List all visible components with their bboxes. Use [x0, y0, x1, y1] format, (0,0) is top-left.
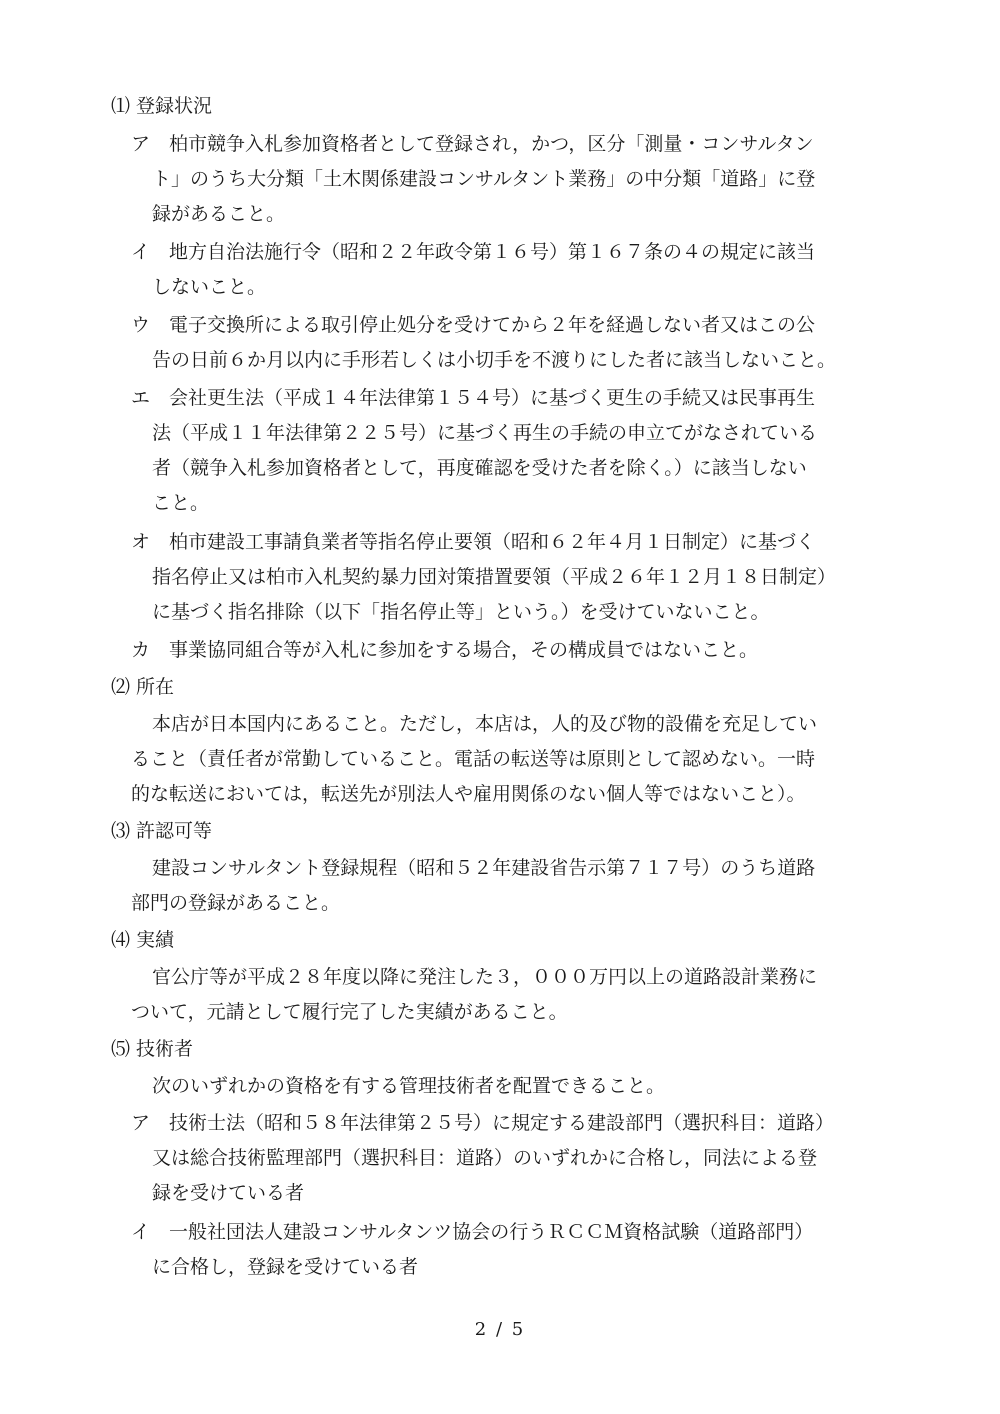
item-e-line-1: エ 会社更生法（平成１４年法律第１５４号）に基づく更生の手続又は民事再生 — [131, 387, 816, 409]
item-o-line-1: オ 柏市建設工事請負業者等指名停止要領（昭和６２年４月１日制定）に基づく — [131, 531, 816, 553]
engineer-item-i-line-2: に合格し，登録を受けている者 — [152, 1256, 419, 1278]
engineer-item-a-line-1: ア 技術士法（昭和５８年法律第２５号）に規定する建設部門（選択科目：道路） — [131, 1112, 835, 1134]
engineer-intro-line: 次のいずれかの資格を有する管理技術者を配置できること。 — [152, 1075, 666, 1097]
section-heading-location: ⑵ 所在 — [111, 676, 175, 698]
record-paragraph-line-2: ついて，元請として履行完了した実績があること。 — [131, 1001, 568, 1023]
section-heading-registration: ⑴ 登録状況 — [111, 95, 213, 117]
item-a-line-2: ト」のうち大分類「土木関係建設コンサルタント業務」の中分類「道路」に登 — [152, 168, 816, 190]
item-u-line-2: 告の日前６か月以内に手形若しくは小切手を不渡りにした者に該当しないこと。 — [152, 349, 837, 371]
item-o-line-2: 指名停止又は柏市入札契約暴力団対策措置要領（平成２６年１２月１８日制定） — [152, 566, 837, 588]
item-a-line-3: 録があること。 — [152, 203, 286, 225]
engineer-item-a-line-3: 録を受けている者 — [152, 1182, 305, 1204]
item-u-line-1: ウ 電子交換所による取引停止処分を受けてから２年を経過しない者又はこの公 — [131, 314, 816, 336]
item-i-line-1: イ 地方自治法施行令（昭和２２年政令第１６号）第１６７条の４の規定に該当 — [131, 241, 816, 263]
engineer-item-i-line-1: イ 一般社団法人建設コンサルタンツ協会の行うＲＣＣＭ資格試験（道路部門） — [131, 1221, 814, 1243]
item-e-line-2: 法（平成１１年法律第２２５号）に基づく再生の手続の申立てがなされている — [152, 422, 818, 444]
item-o-line-3: に基づく指名排除（以下「指名停止等」という。）を受けていないこと。 — [152, 601, 770, 623]
item-a-line-1: ア 柏市競争入札参加資格者として登録され，かつ，区分「測量・コンサルタン — [131, 133, 814, 155]
license-paragraph-line-2: 部門の登録があること。 — [131, 892, 341, 914]
location-paragraph-line-2: ること（責任者が常勤していること。電話の転送等は原則として認めない。一時 — [131, 748, 816, 770]
section-heading-license: ⑶ 許認可等 — [111, 820, 213, 842]
section-heading-engineer: ⑸ 技術者 — [111, 1038, 194, 1060]
item-ka-line-1: カ 事業協同組合等が入札に参加をする場合，その構成員ではないこと。 — [131, 639, 759, 661]
item-i-line-2: しないこと。 — [152, 276, 267, 298]
page-number: 2 / 5 — [474, 1319, 526, 1340]
record-paragraph-line-1: 官公庁等が平成２８年度以降に発注した３，０００万円以上の道路設計業務に — [152, 966, 818, 988]
license-paragraph-line-1: 建設コンサルタント登録規程（昭和５２年建設省告示第７１７号）のうち道路 — [152, 857, 816, 879]
section-heading-record: ⑷ 実績 — [111, 929, 175, 951]
engineer-item-a-line-2: 又は総合技術監理部門（選択科目：道路）のいずれかに合格し，同法による登 — [152, 1147, 818, 1169]
item-e-line-4: こと。 — [152, 492, 210, 514]
location-paragraph-line-1: 本店が日本国内にあること。ただし，本店は，人的及び物的設備を充足してい — [152, 713, 818, 735]
location-paragraph-line-3: 的な転送においては，転送先が別法人や雇用関係のない個人等ではないこと）。 — [131, 783, 806, 805]
item-e-line-3: 者（競争入札参加資格者として，再度確認を受けた者を除く。）に該当しない — [152, 457, 807, 479]
